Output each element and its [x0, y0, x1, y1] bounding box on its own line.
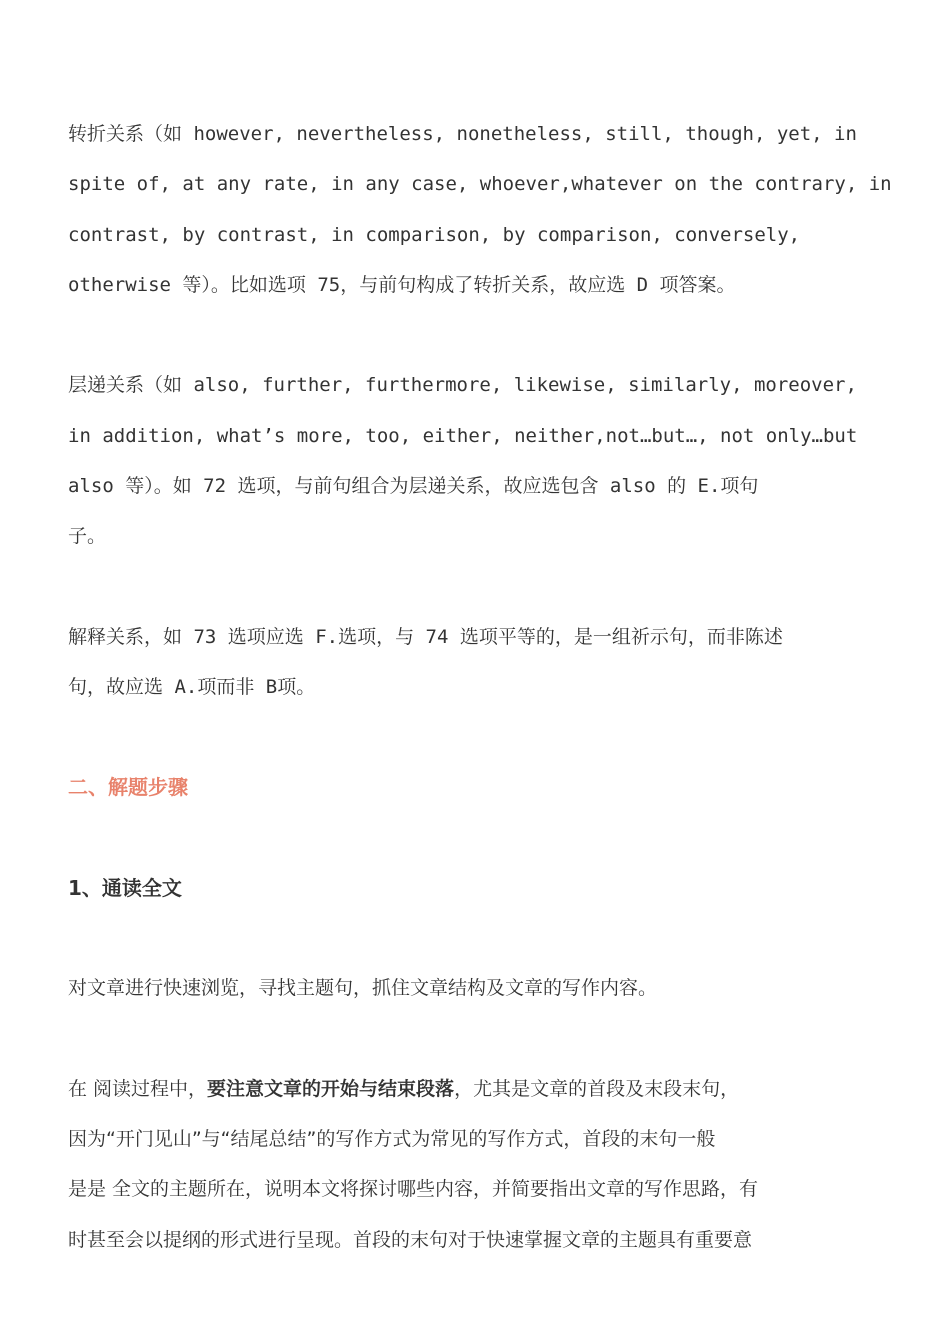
step-1-paragraph-emphasis: 要注意文章的开始与结束段落 — [207, 1078, 455, 1100]
explanation-line-2: 句，故应选 A.项而非 B项。 — [68, 676, 316, 698]
step-1-intro: 对文章进行快速浏览，寻找主题句，抓住文章结构及文章的写作内容。 — [68, 977, 658, 999]
step-1-paragraph-line-4: 时甚至会以提纲的形式进行呈现。首段的末句对于快速掌握文章的主题具有重要意 — [68, 1229, 753, 1251]
progressive-line-2: in addition, what’s more, too, either, neither,not…but…, not only…but — [68, 425, 858, 447]
step-1-paragraph-line-3: 是是 全文的主题所在，说明本文将探讨哪些内容，并简要指出文章的写作思路，有 — [68, 1178, 759, 1200]
contrast-line-2: spite of, at any rate, in any case, whoever,whatever on the contrary, in — [68, 173, 892, 195]
progressive-line-4: 子。 — [68, 525, 107, 547]
explanation-line-1: 解释关系，如 73 选项应选 F.选项，与 74 选项平等的，是一组祈示句，而非陈述 — [68, 626, 783, 648]
step-1-paragraph-prefix: 在 阅读过程中， — [68, 1078, 208, 1100]
step-1-paragraph-suffix: ，尤其是文章的首段及末段末句， — [454, 1078, 740, 1100]
progressive-line-1: 层递关系（如 also, further, furthermore, likewise, similarly, moreover, — [68, 374, 857, 396]
contrast-line-1: 转折关系（如 however, nevertheless, nonetheless, still, though, yet, in — [68, 123, 857, 145]
contrast-line-3: contrast, by contrast, in comparison, by comparison, conversely, — [68, 224, 801, 246]
step-1-heading: 1、通读全文 — [68, 876, 182, 900]
contrast-line-4: otherwise 等）。比如选项 75，与前句构成了转折关系，故应选 D 项答案。 — [68, 274, 736, 296]
progressive-line-3: also 等）。如 72 选项，与前句组合为层递关系，故应选包含 also 的 E.项句 — [68, 475, 759, 497]
section-heading-steps: 二、解题步骤 — [68, 775, 188, 799]
step-1-paragraph-line-1 — [68, 1077, 739, 1101]
step-1-paragraph-line-2: 因为“开门见山”与“结尾总结”的写作方式为常见的写作方式，首段的末句一般 — [68, 1128, 716, 1150]
